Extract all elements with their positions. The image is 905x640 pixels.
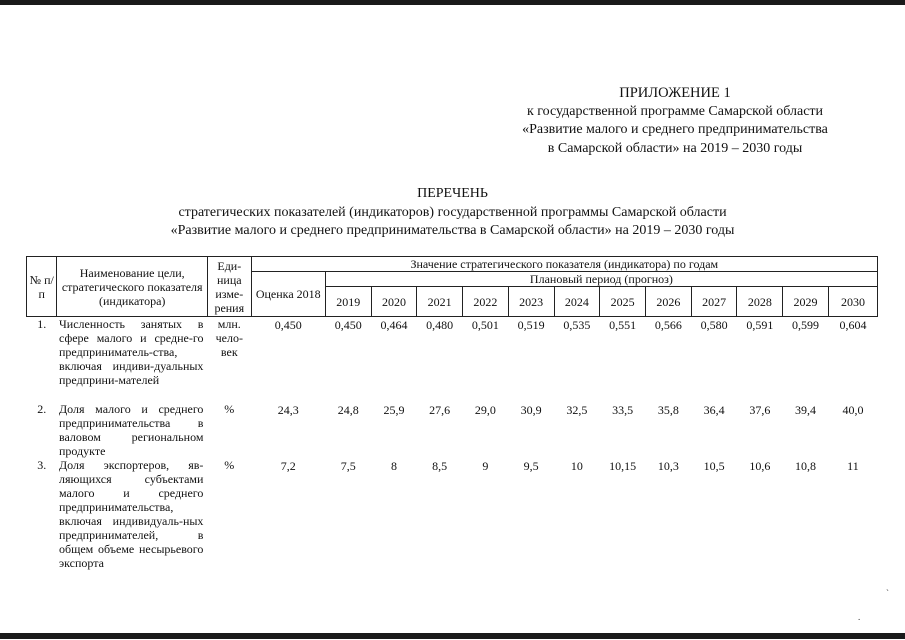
list-subtitle-1: стратегических показателей (индикаторов) государственной программы Самарской области (178, 204, 727, 220)
header-year: 2020 (371, 287, 417, 317)
row-number: 3. (37, 458, 47, 472)
year-value: 11 (847, 459, 859, 473)
header-year: 2027 (691, 287, 737, 317)
header-planned: Плановый период (прогноз) (325, 272, 877, 287)
year-value: 10,3 (657, 459, 679, 473)
year-value: 9,5 (523, 459, 539, 473)
year-value: 0,591 (746, 318, 774, 332)
header-values-group: Значение стратегического показателя (индикатора) по годам (251, 257, 877, 272)
year-value: 10,5 (703, 459, 725, 473)
year-value: 0,551 (609, 318, 637, 332)
header-estimate: Оценка 2018 (251, 272, 325, 317)
appendix-heading: ПРИЛОЖЕНИЕ 1 (619, 85, 731, 101)
indicators-table (26, 256, 878, 579)
header-year: 2026 (645, 287, 691, 317)
year-value: 8 (390, 459, 397, 473)
year-value: 29,0 (474, 403, 496, 417)
list-subtitle-2: «Развитие малого и среднего предпринимательства в Самарской области» на 2019 – 2030 годы (170, 223, 735, 238)
header-year: 2030 (828, 287, 877, 317)
year-value: 36,4 (703, 403, 725, 417)
year-value: 37,6 (749, 403, 771, 417)
year-value: 10,8 (795, 459, 817, 473)
appendix-line-3: в Самарской области» на 2019 – 2030 годы (547, 140, 803, 156)
indicator-unit: % (224, 402, 235, 416)
year-value: 0,535 (563, 318, 591, 332)
header-year: 2023 (508, 287, 554, 317)
header-year: 2029 (783, 287, 829, 317)
year-value: 0,604 (839, 318, 867, 332)
scan-bottom-border (0, 633, 905, 639)
header-year: 2019 (325, 287, 371, 317)
year-value: 0,501 (471, 318, 499, 332)
scan-top-border (0, 0, 905, 5)
list-title-block (0, 185, 905, 241)
year-value: 0,464 (380, 318, 408, 332)
indicator-name: Численность занятых в сфере малого и средне-го предприниматель-ства, включая индиви-дуальных предприни-мателей (58, 317, 204, 387)
year-value: 10 (570, 459, 583, 473)
indicator-name: Доля экспортеров, яв-ляющихся субъектами малого и среднего предпринимательства, включая индивидуаль-ных предпринимателей, в общем объеме несырьевого экспорта (58, 458, 204, 570)
year-value: 0,566 (654, 318, 682, 332)
header-num: № п/п (27, 257, 57, 317)
scan-speck: . (858, 612, 861, 622)
year-value: 9 (482, 459, 489, 473)
year-value: 0,580 (700, 318, 728, 332)
estimate-value: 7,2 (280, 459, 296, 473)
year-value: 24,8 (337, 403, 359, 417)
year-value: 32,5 (566, 403, 588, 417)
indicator-unit: % (224, 458, 235, 472)
header-year: 2025 (600, 287, 646, 317)
year-value: 0,480 (426, 318, 454, 332)
row-number: 2. (37, 402, 47, 416)
year-value: 8,5 (432, 459, 448, 473)
header-year: 2028 (737, 287, 783, 317)
header-year: 2024 (554, 287, 600, 317)
indicator-name: Доля малого и среднего предпринимательства в валовом региональном продукте (58, 402, 204, 458)
year-value: 33,5 (612, 403, 634, 417)
year-value: 40,0 (842, 403, 864, 417)
appendix-line-2: «Развитие малого и среднего предпринимательства (522, 122, 828, 137)
year-value: 10,15 (609, 459, 637, 473)
table-row (27, 317, 878, 403)
header-year: 2021 (417, 287, 463, 317)
estimate-value: 0,450 (274, 318, 302, 332)
year-value: 35,8 (657, 403, 679, 417)
year-value: 30,9 (520, 403, 542, 417)
appendix-line-1: к государственной программе Самарской области (526, 103, 824, 119)
header-name: Наименование цели, стратегического показателя (индикатора) (57, 257, 207, 317)
year-value: 0,599 (792, 318, 820, 332)
table-row (27, 402, 878, 458)
year-value: 0,450 (334, 318, 362, 332)
year-value: 0,519 (517, 318, 545, 332)
appendix-header (440, 84, 905, 158)
indicator-unit: млн. чело-век (215, 317, 243, 359)
table-row (27, 458, 878, 579)
scan-speck: ` (886, 588, 889, 598)
year-value: 39,4 (795, 403, 817, 417)
list-title: ПЕРЕЧЕНЬ (417, 186, 488, 201)
year-value: 25,9 (383, 403, 405, 417)
header-unit: Еди-ница изме-рения (207, 257, 251, 317)
row-number: 1. (37, 317, 47, 331)
header-year: 2022 (463, 287, 509, 317)
estimate-value: 24,3 (277, 403, 299, 417)
year-value: 27,6 (429, 403, 451, 417)
year-value: 7,5 (340, 459, 356, 473)
year-value: 10,6 (749, 459, 771, 473)
